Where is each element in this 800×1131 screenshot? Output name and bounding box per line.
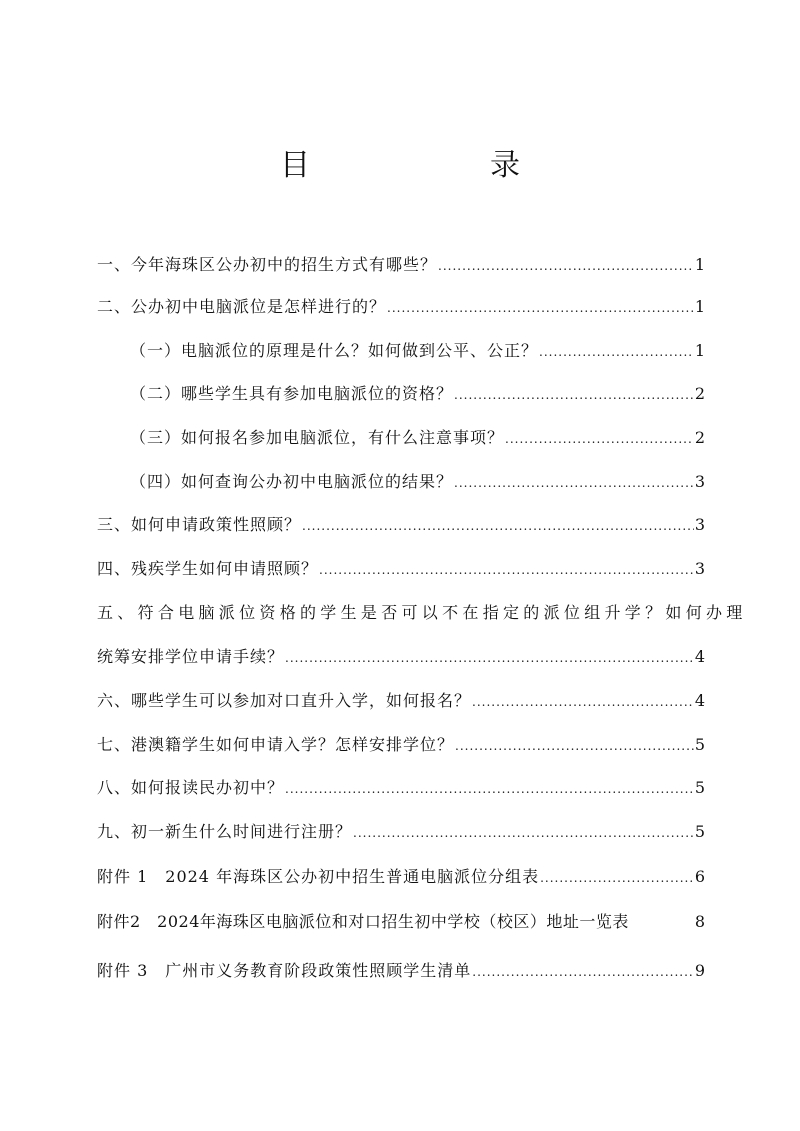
toc-entry-label-line1[interactable]: 五、符合电脑派位资格的学生是否可以不在指定的派位组升学？如何办理 (97, 603, 747, 622)
toc-entry[interactable] (97, 646, 705, 669)
toc-entry-label: 九、初一新生什么时间进行注册？ (97, 822, 353, 841)
toc-entry-label: 附件2 2024年海珠区电脑派位和对口招生初中学校（校区）地址一览表 (97, 912, 629, 931)
toc-entry-label: 统筹安排学位申请手续？ (97, 647, 285, 666)
toc-subentry[interactable] (130, 427, 705, 450)
toc-appendix[interactable] (97, 960, 705, 983)
toc-entry-page: 5 (694, 778, 705, 797)
toc-entry-page: 3 (694, 472, 705, 491)
toc-entry-label: 一、今年海珠区公办初中的招生方式有哪些？ (97, 255, 438, 274)
toc-entry-label: 七、港澳籍学生如何申请入学？怎样安排学位？ (97, 735, 455, 754)
toc-subentry[interactable] (130, 471, 705, 494)
toc-entry-label: （四）如何查询公办初中电脑派位的结果？ (130, 472, 454, 491)
toc-appendix[interactable] (97, 866, 705, 889)
toc-entry-label: （二）哪些学生具有参加电脑派位的资格？ (130, 384, 454, 403)
toc-appendix[interactable] (97, 911, 705, 933)
dot-leader (353, 822, 694, 844)
toc-entry-page: 3 (694, 515, 705, 534)
toc-entry-page: 1 (694, 255, 705, 274)
toc-entry-page: 9 (694, 961, 705, 980)
toc-entry-page: 5 (694, 735, 705, 754)
toc-entry-label: （三）如何报名参加电脑派位，有什么注意事项？ (130, 428, 505, 447)
toc-entry-label: 二、公办初中电脑派位是怎样进行的？ (97, 297, 387, 316)
dot-leader (387, 297, 694, 319)
toc-entry-label: 六、哪些学生可以参加对口直升入学，如何报名？ (97, 691, 472, 710)
dot-leader (472, 691, 694, 713)
toc-entry-page: 2 (694, 384, 705, 403)
toc-entry-page: 6 (694, 867, 705, 886)
toc-entry-label: 八、如何报读民办初中？ (97, 778, 285, 797)
dot-leader (472, 961, 694, 983)
dot-leader (455, 735, 694, 757)
toc-entry-page: 8 (694, 912, 705, 931)
dot-leader (285, 778, 694, 800)
toc-entry[interactable] (97, 296, 705, 319)
toc-entry-label: 附件 3 广州市义务教育阶段政策性照顾学生清单 (97, 961, 472, 980)
dot-leader (454, 472, 694, 494)
toc-entry[interactable] (97, 558, 705, 581)
toc-entry-page: 1 (694, 341, 705, 360)
dot-leader (319, 559, 694, 581)
toc-entry-label: 三、如何申请政策性照顾？ (97, 515, 302, 534)
dot-leader (302, 515, 694, 537)
toc-entry-page: 5 (694, 822, 705, 841)
toc-entry-page: 1 (694, 297, 705, 316)
dot-leader (505, 428, 694, 450)
toc-entry[interactable] (97, 514, 705, 537)
page-title: 目 录 (280, 148, 560, 183)
toc-subentry[interactable] (130, 383, 705, 406)
toc-entry[interactable] (97, 821, 705, 844)
dot-leader (438, 255, 694, 277)
toc-entry-page: 2 (694, 428, 705, 447)
dot-leader (539, 341, 694, 363)
toc-entry-page: 4 (694, 691, 705, 710)
toc-entry-page: 4 (694, 647, 705, 666)
toc-entry-label: 四、残疾学生如何申请照顾？ (97, 559, 319, 578)
dot-leader (454, 384, 694, 406)
toc-entry[interactable] (97, 690, 705, 713)
toc-entry-label: （一）电脑派位的原理是什么？如何做到公平、公正？ (130, 341, 539, 360)
dot-leader (540, 867, 694, 889)
dot-leader (285, 647, 694, 669)
toc-entry[interactable] (97, 254, 705, 277)
toc-subentry[interactable] (130, 340, 705, 363)
toc-entry-label: 附件 1 2024 年海珠区公办初中招生普通电脑派位分组表 (97, 867, 540, 886)
toc-entry-page: 3 (694, 559, 705, 578)
toc-entry[interactable] (97, 777, 705, 800)
toc-entry[interactable] (97, 734, 705, 757)
